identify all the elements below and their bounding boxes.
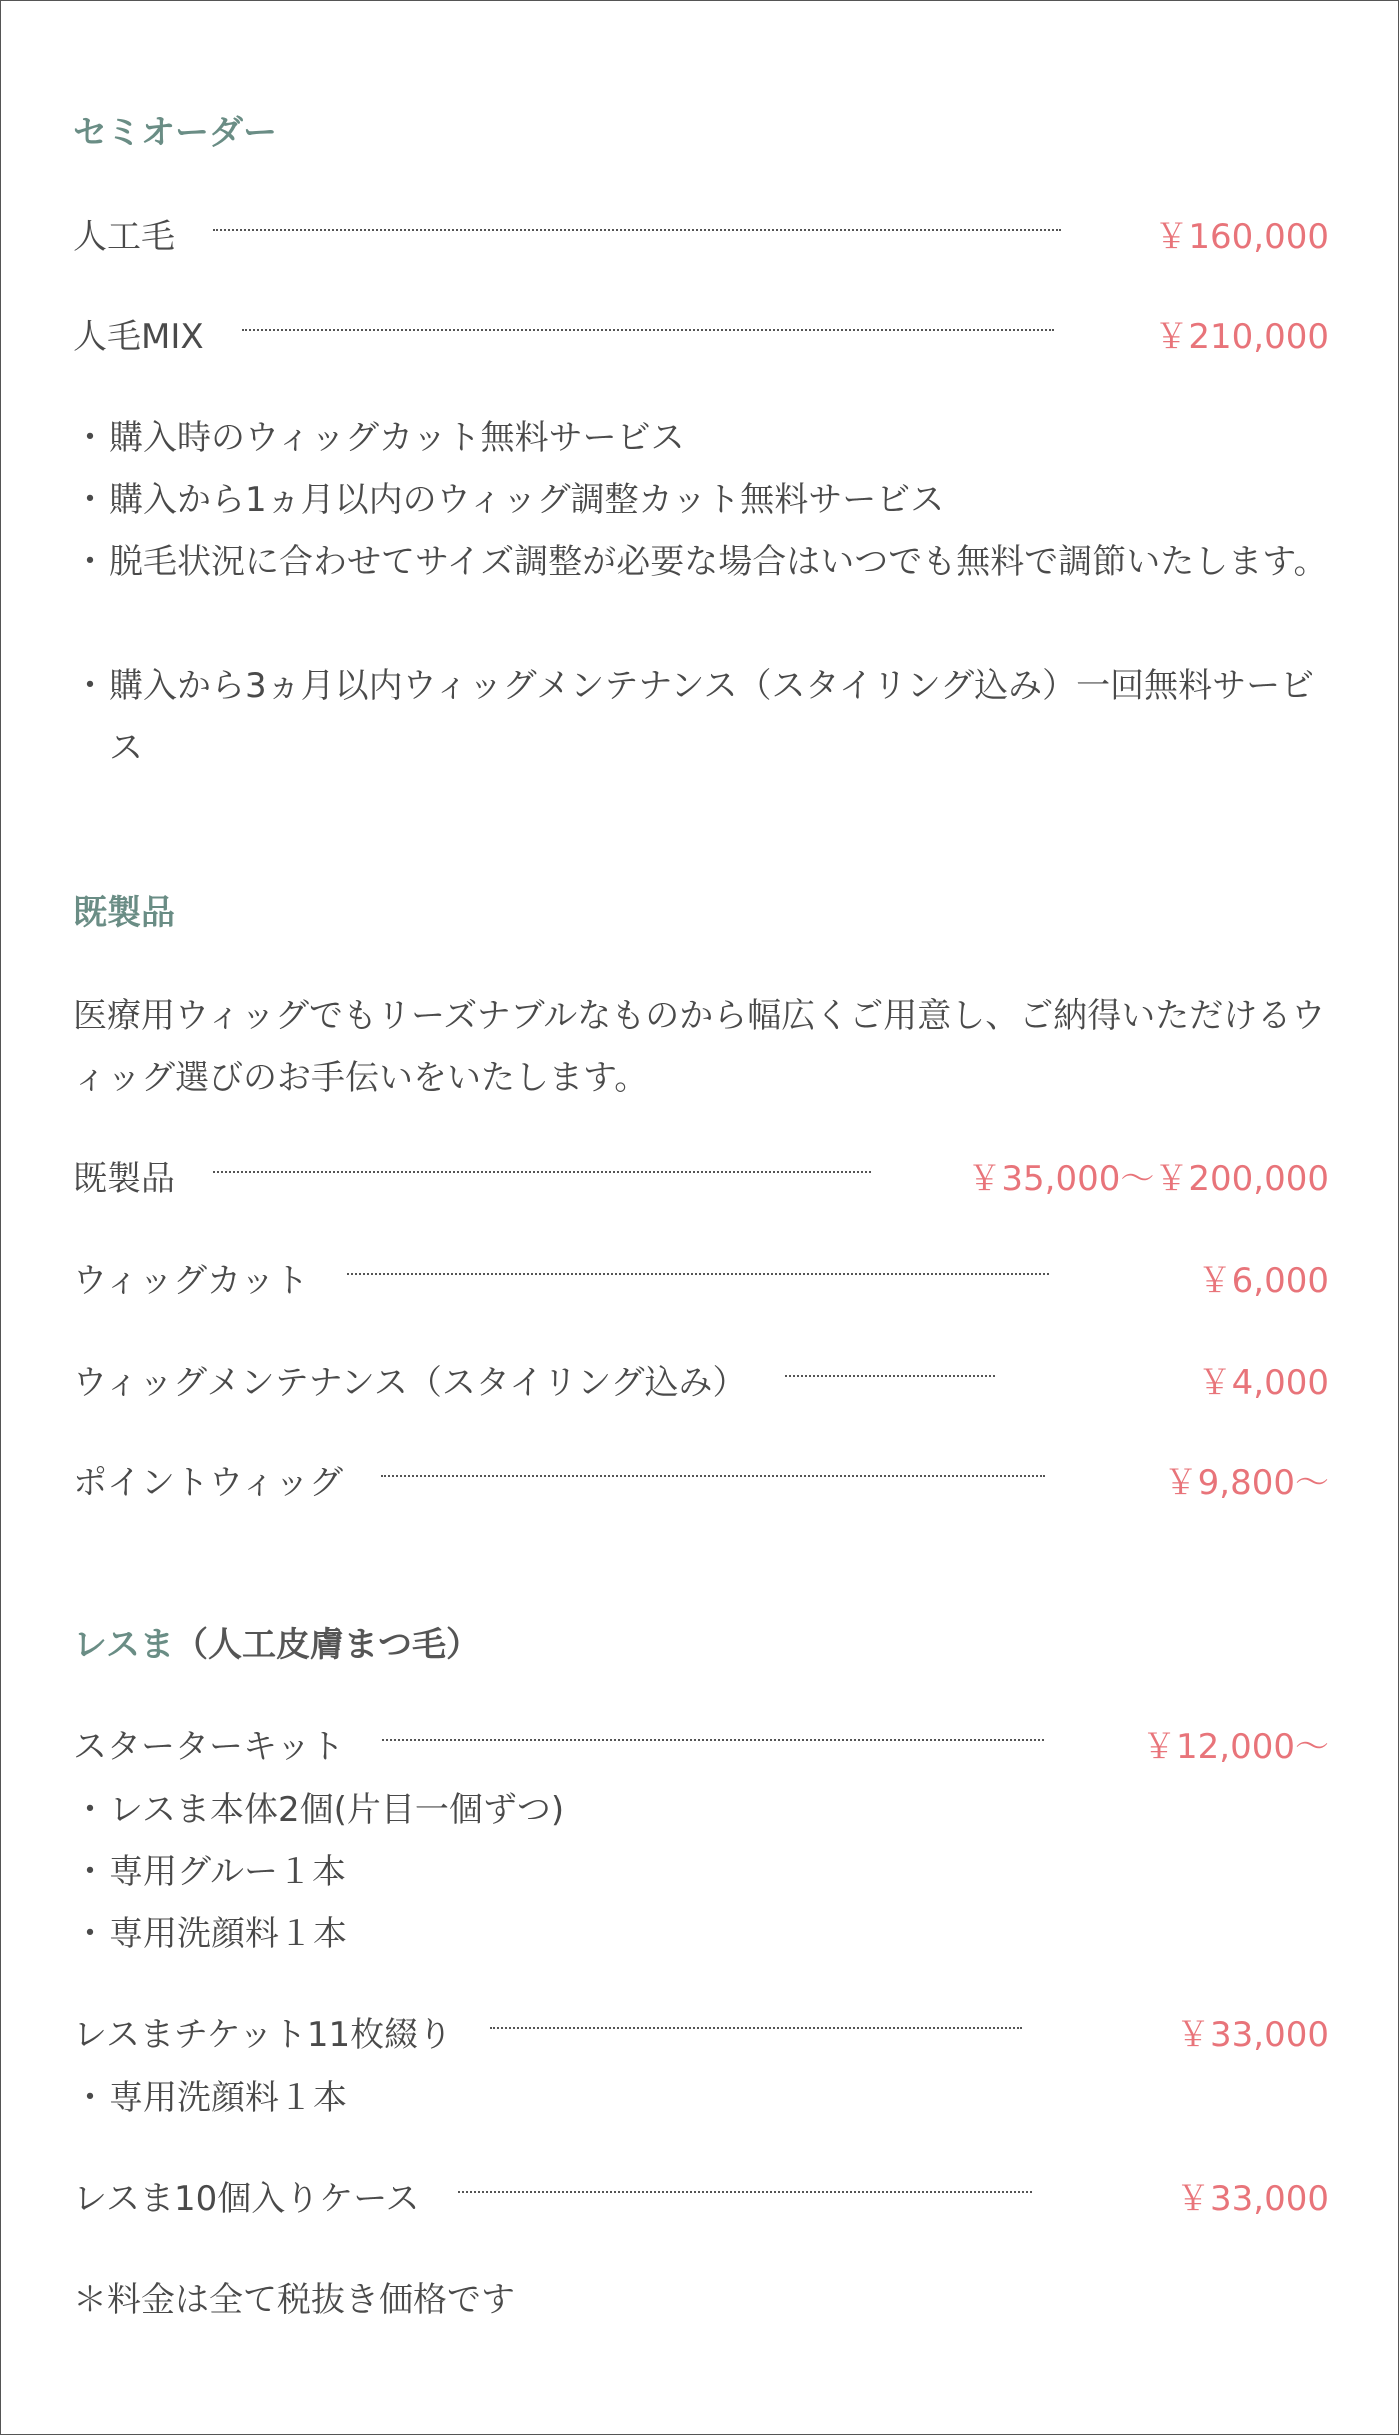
heading-paren: （人工皮膚まつ毛）: [173, 1625, 480, 1665]
dot-leader: [213, 217, 1061, 257]
item-price: ￥9,800〜: [1163, 1463, 1329, 1503]
price-row: [73, 213, 1329, 261]
dot-leader: [785, 1363, 995, 1403]
item-label: レスま10個入りケース: [73, 2179, 420, 2219]
item-price: ￥33,000: [1176, 2015, 1329, 2055]
price-row: [73, 1257, 1329, 1305]
item-label: レスまチケット11枚綴り: [73, 2015, 453, 2055]
kit-item: ・専用洗顔料１本: [73, 1914, 347, 1954]
dot-leader: [242, 317, 1054, 357]
item-label: 人毛MIX: [73, 317, 204, 357]
dot-leader: [381, 1463, 1045, 1503]
dot-leader: [490, 2015, 1022, 2055]
kit-item: ・専用グルー１本: [73, 1852, 346, 1892]
dot-leader: [458, 2179, 1032, 2219]
item-price: ￥6,000: [1197, 1261, 1329, 1301]
price-row: [73, 313, 1329, 361]
heading-main: レスま: [73, 1625, 174, 1665]
item-price: ￥4,000: [1197, 1363, 1329, 1403]
price-row: [73, 1459, 1329, 1507]
item-label: ポイントウィッグ: [73, 1463, 343, 1503]
note-item: ・購入から3ヵ月以内ウィッグメンテナンス（スタイリング込み）一回無料サービス: [73, 666, 1315, 768]
tax-footnote: ＊料金は全て税抜き価格です: [73, 2280, 515, 2320]
section-heading-lesma: [73, 1625, 480, 1665]
item-price: ￥33,000: [1176, 2179, 1329, 2219]
item-price: ￥160,000: [1154, 217, 1329, 257]
kit-item: ・レスま本体2個(片目一個ずつ): [73, 1790, 565, 1830]
price-row: [73, 1359, 1329, 1407]
section-intro: 医療用ウィッグでもリーズナブルなものから幅広くご用意し、ご納得いただけるウィッグ選びのお手伝いをいたします。: [73, 996, 1326, 1098]
price-row: [73, 1155, 1329, 1203]
item-label: ウィッグメンテナンス（スタイリング込み）: [73, 1363, 747, 1403]
item-label: 人工毛: [73, 217, 175, 257]
item-price: ￥12,000〜: [1142, 1727, 1329, 1767]
section-heading-ready-made: 既製品: [73, 893, 175, 933]
dot-leader: [382, 1727, 1044, 1767]
dot-leader: [213, 1159, 871, 1199]
item-label: 既製品: [73, 1159, 175, 1199]
note-item: ・購入時のウィッグカット無料サービス: [73, 418, 685, 458]
price-row: [73, 1723, 1329, 1771]
item-price: ￥35,000〜￥200,000: [967, 1159, 1329, 1199]
item-label: スターターキット: [73, 1727, 345, 1767]
section-heading-semi-order: セミオーダー: [73, 113, 277, 153]
note-item: ・購入から1ヵ月以内のウィッグ調整カット無料サービス: [73, 480, 945, 520]
item-label: ウィッグカット: [73, 1261, 309, 1301]
price-row: [73, 2175, 1329, 2223]
ticket-item: ・専用洗顔料１本: [73, 2078, 347, 2118]
price-row: [73, 2011, 1329, 2059]
item-price: ￥210,000: [1154, 317, 1329, 357]
note-item: ・脱毛状況に合わせてサイズ調整が必要な場合はいつでも無料で調節いたします。: [73, 542, 1328, 582]
dot-leader: [347, 1261, 1049, 1301]
